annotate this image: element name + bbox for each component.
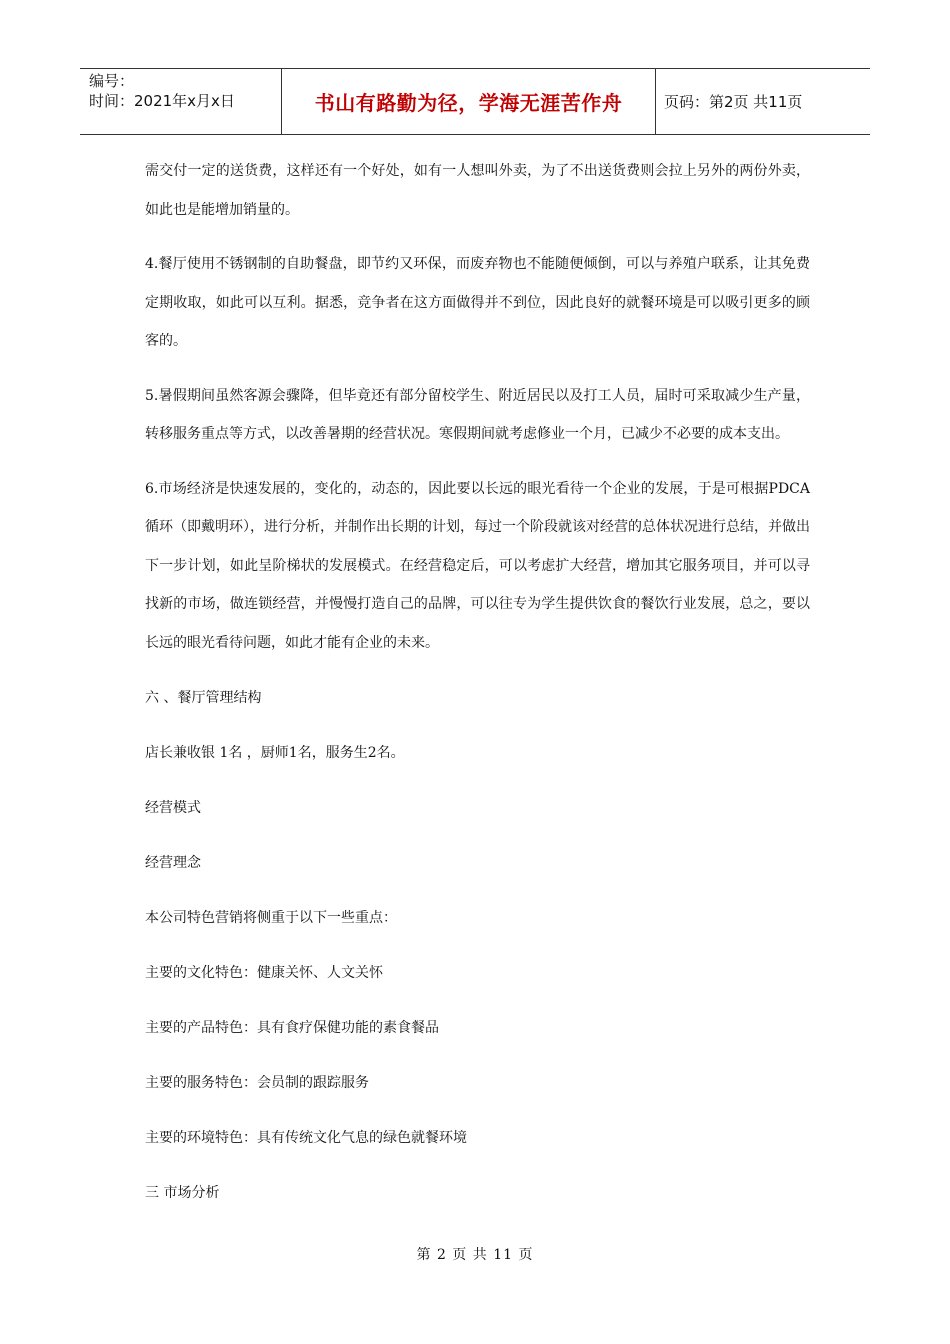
document-date: 时间：2021年x月x日 <box>89 92 235 110</box>
section-heading: 六 、餐厅管理结构 <box>145 690 262 706</box>
body-line: 主要的服务特色：会员制的跟踪服务 <box>145 1075 369 1091</box>
header-motto-cell <box>282 69 656 134</box>
body-line: 主要的环境特色：具有传统文化气息的绿色就餐环境 <box>145 1130 467 1146</box>
body-line: 主要的文化特色：健康关怀、人文关怀 <box>145 965 383 981</box>
document-body <box>145 152 810 1228</box>
page-header <box>80 68 870 135</box>
body-paragraph: 4.餐厅使用不锈钢制的自助餐盘，即节约又环保，而废弃物也不能随便倾倒，可以与养殖户联系，让其免费定期收取，如此可以互利。据悉，竞争者在这方面做得并不到位，因此良好的就餐环境是可以吸引更多的顾客的。 <box>145 256 810 349</box>
header-motto: 书山有路勤为径，学海无涯苦作舟 <box>314 91 623 115</box>
body-line: 经营模式 <box>145 800 201 816</box>
body-paragraph: 5.暑假期间虽然客源会骤降，但毕竟还有部分留校学生、附近居民以及打工人员，届时可采取减少生产量，转移服务重点等方式，以改善暑期的经营状况。寒假期间就考虑修业一个月，已减少不必要的成本支出。 <box>145 387 810 442</box>
body-line: 本公司特色营销将侧重于以下一些重点： <box>145 910 397 926</box>
body-paragraph: 6.市场经济是快速发展的，变化的，动态的，因此要以长远的眼光看待一个企业的发展，于是可根据PDCA循环（即戴明环），进行分析，并制作出长期的计划，每过一个阶段就该对经营的总体状况进行总结，并做出下一步计划，如此呈阶梯状的发展模式。在经营稳定后，可以考虑扩大经营，增加其它服务项目，并可以寻找新的市场，做连锁经营，并慢慢打造自己的品牌，可以往专为学生提供饮食的餐饮行业发展，总之，要以长远的眼光看待问题，如此才能有企业的未来。 <box>145 480 810 651</box>
body-line: 经营理念 <box>145 855 201 871</box>
section-heading: 三 市场分析 <box>145 1185 220 1201</box>
header-meta <box>80 69 282 134</box>
page-footer: 第 2 页 共 11 页 <box>416 1247 534 1263</box>
document-number-label: 编号： <box>89 72 135 90</box>
body-paragraph: 需交付一定的送货费，这样还有一个好处，如有一人想叫外卖，为了不出送货费则会拉上另外的两份外卖，如此也是能增加销量的。 <box>145 163 810 218</box>
body-line: 主要的产品特色：具有食疗保健功能的素食餐品 <box>145 1020 439 1036</box>
body-line: 店长兼收银 1名 ，厨师1名，服务生2名。 <box>145 745 405 761</box>
header-page-info: 页码：第2页 共11页 <box>664 93 803 111</box>
